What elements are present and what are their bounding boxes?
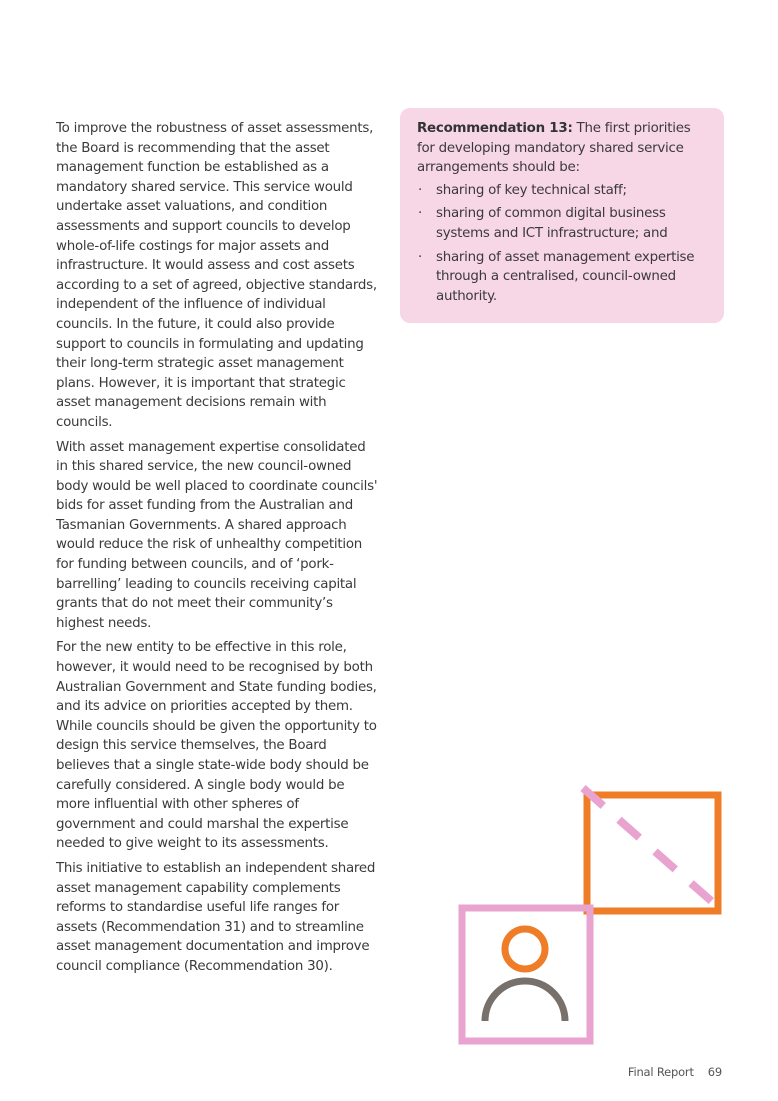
bullet-icon: · [418,182,423,198]
body-paragraph-4: This initiative to establish an independent shared asset management capability complements reforms to standardise useful life ranges for assets (Recommendation 31) and to streamline asset management documentation and improve council compliance (Recommendation 30). [56,860,376,974]
recommendation-item-3 [417,248,708,307]
body-paragraph-3: For the new entity to be effective in this role, however, it would need to be recognised by both Australian Government and State funding bodies, and its advice on priorities accepted by them. While councils should be given the opportunity to design this service themselves, the Board believes that a single state-wide body should be carefully considered. A single body would be more influential with other spheres of government and could marshal the expertise needed to give weight to its assessments. [56,640,377,852]
recommendation-intro-text: The first priorities for developing mandatory shared service arrangements should be: [417,121,691,176]
bullet-icon: · [418,206,423,222]
page-footer [628,1065,722,1079]
recommendation-item-2 [417,204,708,243]
person-in-squares-icon [455,782,735,1047]
recommendation-item-text: sharing of key technical staff; [436,182,627,198]
recommendation-label: Recommendation 13: [417,121,573,136]
bullet-icon: · [418,249,423,265]
body-paragraph-1: To improve the robustness of asset assessments, the Board is recommending that the asset management function be established as a mandatory shared service. This service would undertake asset valuations, and condition assessments and support councils to develop whole-of-life costings for major assets and infrastructure. It would assess and cost assets according to a set of agreed, objective standards, independent of the influence of individual councils. In the future, it could also provide support to councils in formulating and updating their long-term strategic asset management plans. However, it is important that strategic asset management decisions remain with councils. [56,121,377,430]
page-number: 69 [707,1065,722,1079]
recommendation-list [417,181,708,307]
body-paragraph-2: With asset management expertise consolidated in this shared service, the new council-owned body would be well placed to coordinate councils' bids for asset funding from the Australian and Tasmanian Governments. A shared approach would reduce the risk of unhealthy competition for funding between councils, and of ‘pork-barrelling’ leading to councils receiving capital grants that do not meet their community’s highest needs. [56,439,378,631]
recommendation-item-1 [417,181,708,201]
recommendation-intro [417,119,708,178]
person-body-shape [485,981,565,1021]
body-text-column [56,119,381,982]
recommendation-item-text: sharing of common digital business systems and ICT infrastructure; and [436,206,668,241]
person-head-shape [505,929,545,969]
dashed-diagonal-shape [583,788,726,914]
recommendation-box [400,108,724,323]
footer-label: Final Report [627,1065,694,1079]
recommendation-item-text: sharing of asset management expertise through a centralised, council-owned authority. [436,249,695,304]
